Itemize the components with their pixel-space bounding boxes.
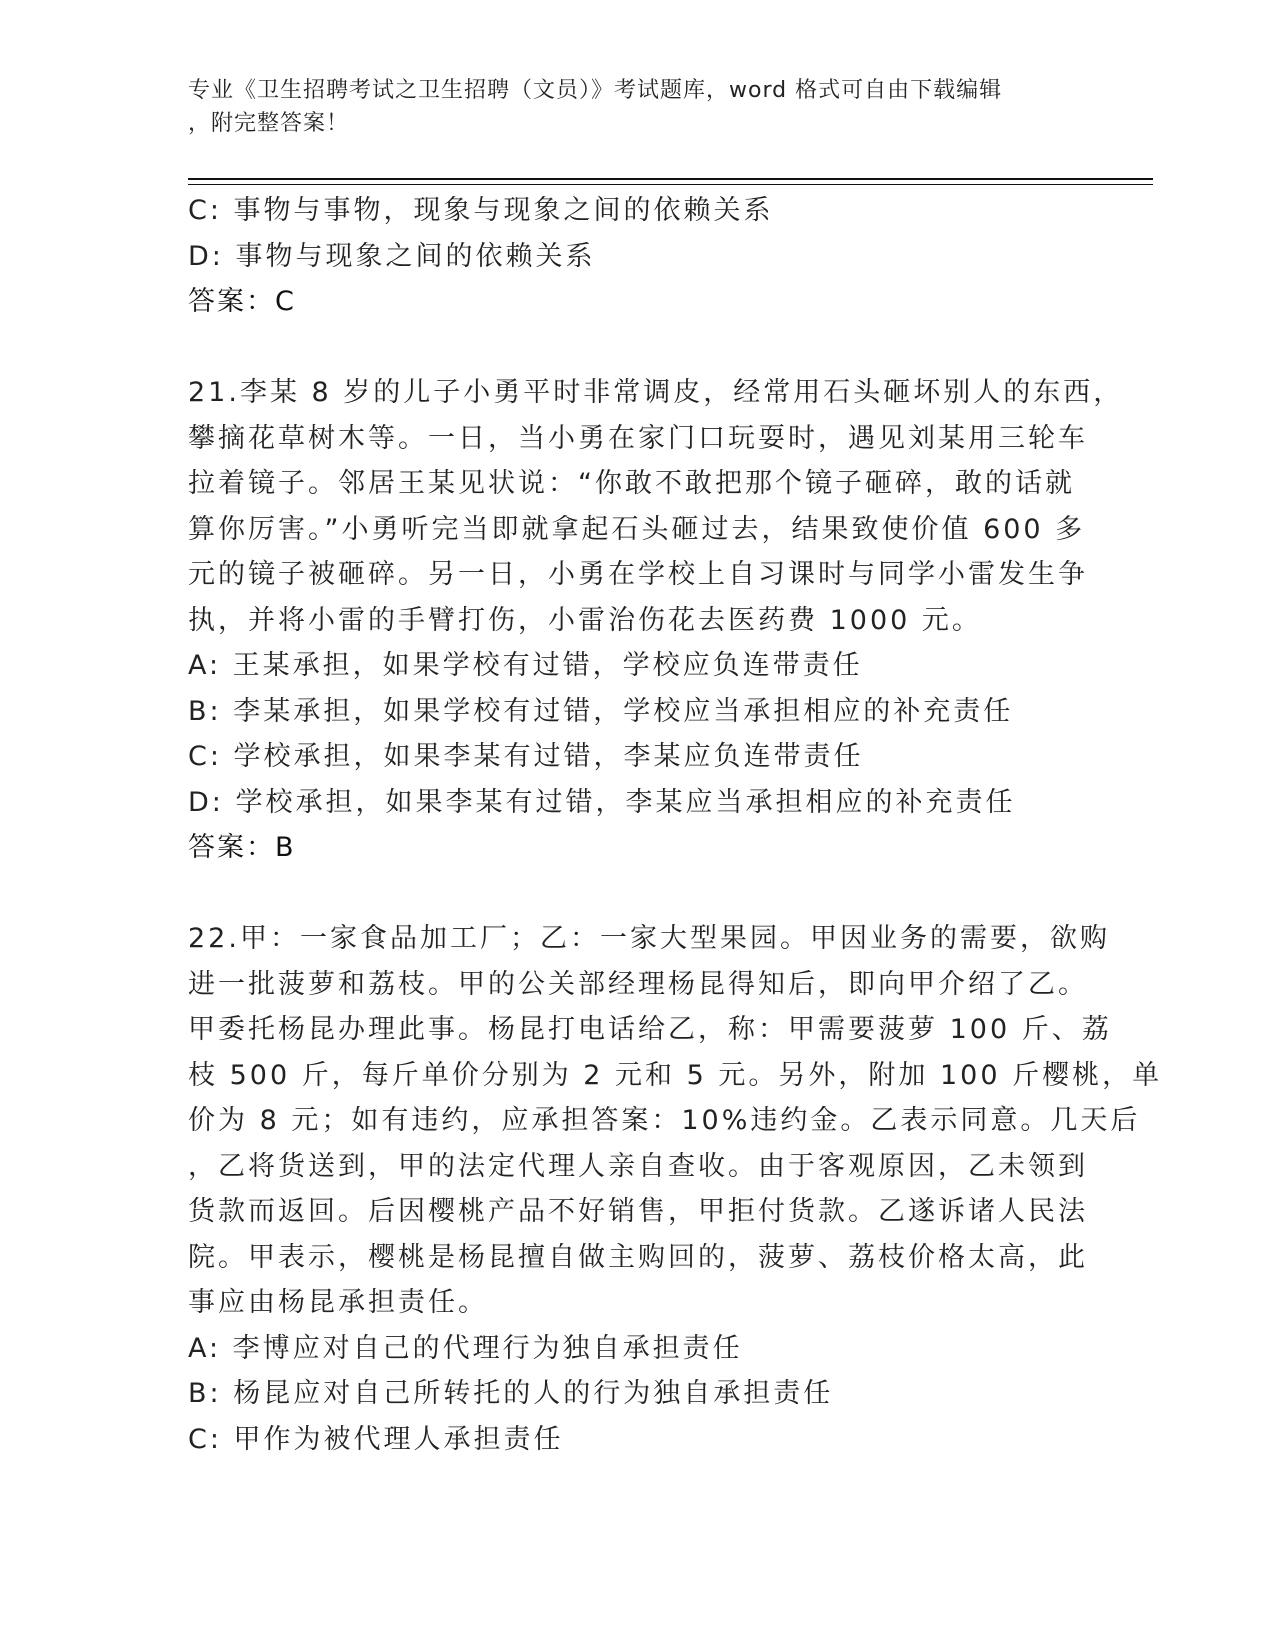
question-stem-line: ，乙将货送到，甲的法定代理人亲自查收。由于客观原因，乙未领到 (188, 1150, 1088, 1182)
page-header (188, 74, 1088, 140)
question-stem-line: 进一批菠萝和荔枝。甲的公关部经理杨昆得知后，即向甲介绍了乙。 (188, 968, 1088, 1000)
option-c: C: 事物与事物，现象与现象之间的依赖关系 (188, 195, 774, 226)
answer-line: 答案：C (188, 286, 296, 317)
question-stem-line: 货款而返回。后因樱桃产品不好销售，甲拒付货款。乙遂诉诸人民法 (188, 1196, 1088, 1227)
header-divider-thin (188, 184, 1153, 185)
option-d: D: 学校承担，如果李某有过错，李某应当承担相应的补充责任 (188, 786, 1016, 818)
question-stem-line: 执，并将小雷的手臂打伤，小雷治伤花去医药费 1000 元。 (188, 604, 982, 636)
option-a: A: 李博应对自己的代理行为独自承担责任 (188, 1332, 743, 1364)
previous-question-tail (188, 188, 1068, 325)
question-stem-line: 22.甲：一家食品加工厂；乙：一家大型果园。甲因业务的需要，欲购 (188, 923, 1110, 954)
option-d: D: 事物与现象之间的依赖关系 (188, 240, 596, 272)
header-line-1: 专业《卫生招聘考试之卫生招聘（文员）》考试题库，word 格式可自由下载编辑 (188, 78, 1003, 103)
question-22 (188, 916, 1163, 1462)
header-divider-thick (188, 178, 1153, 180)
question-stem-line: 事应由杨昆承担责任。 (188, 1287, 488, 1318)
question-stem-line: 算你厉害。”小勇听完当即就拿起石头砸过去，结果致使价值 600 多 (188, 513, 1086, 545)
answer-line: 答案：B (188, 832, 296, 863)
option-b: B: 李某承担，如果学校有过错，学校应当承担相应的补充责任 (188, 695, 1014, 727)
question-stem-line: 拉着镜子。邻居王某见状说：“你敢不敢把那个镜子砸碎，敢的话就 (188, 468, 1075, 499)
header-line-2: ，附完整答案！ (188, 111, 350, 136)
option-a: A: 王某承担，如果学校有过错，学校应负连带责任 (188, 650, 863, 681)
question-stem-line: 枝 500 斤，每斤单价分别为 2 元和 5 元。另外，附加 100 斤樱桃，单 (188, 1059, 1163, 1091)
question-stem-line: 甲委托杨昆办理此事。杨昆打电话给乙，称：甲需要菠萝 100 斤、荔 (188, 1014, 1112, 1045)
question-21 (188, 370, 1124, 871)
question-stem-line: 攀摘花草树木等。一日，当小勇在家门口玩耍时，遇见刘某用三轮车 (188, 422, 1088, 454)
question-stem-line: 21.李某 8 岁的儿子小勇平时非常调皮，经常用石头砸坏别人的东西， (188, 377, 1124, 408)
document-body (188, 188, 1163, 1462)
option-b: B: 杨昆应对自己所转托的人的行为独自承担责任 (188, 1378, 834, 1409)
question-stem-line: 价为 8 元；如有违约，应承担答案：10%违约金。乙表示同意。几天后 (188, 1105, 1141, 1136)
option-c: C: 学校承担，如果李某有过错，李某应负连带责任 (188, 741, 864, 772)
spacer (188, 871, 1068, 917)
spacer (188, 325, 1068, 371)
question-stem-line: 元的镜子被砸碎。另一日，小勇在学校上自习课时与同学小雷发生争 (188, 559, 1088, 590)
question-stem-line: 院。甲表示，樱桃是杨昆擅自做主购回的，菠萝、荔枝价格太高，此 (188, 1241, 1088, 1273)
option-c: C: 甲作为被代理人承担责任 (188, 1423, 564, 1455)
